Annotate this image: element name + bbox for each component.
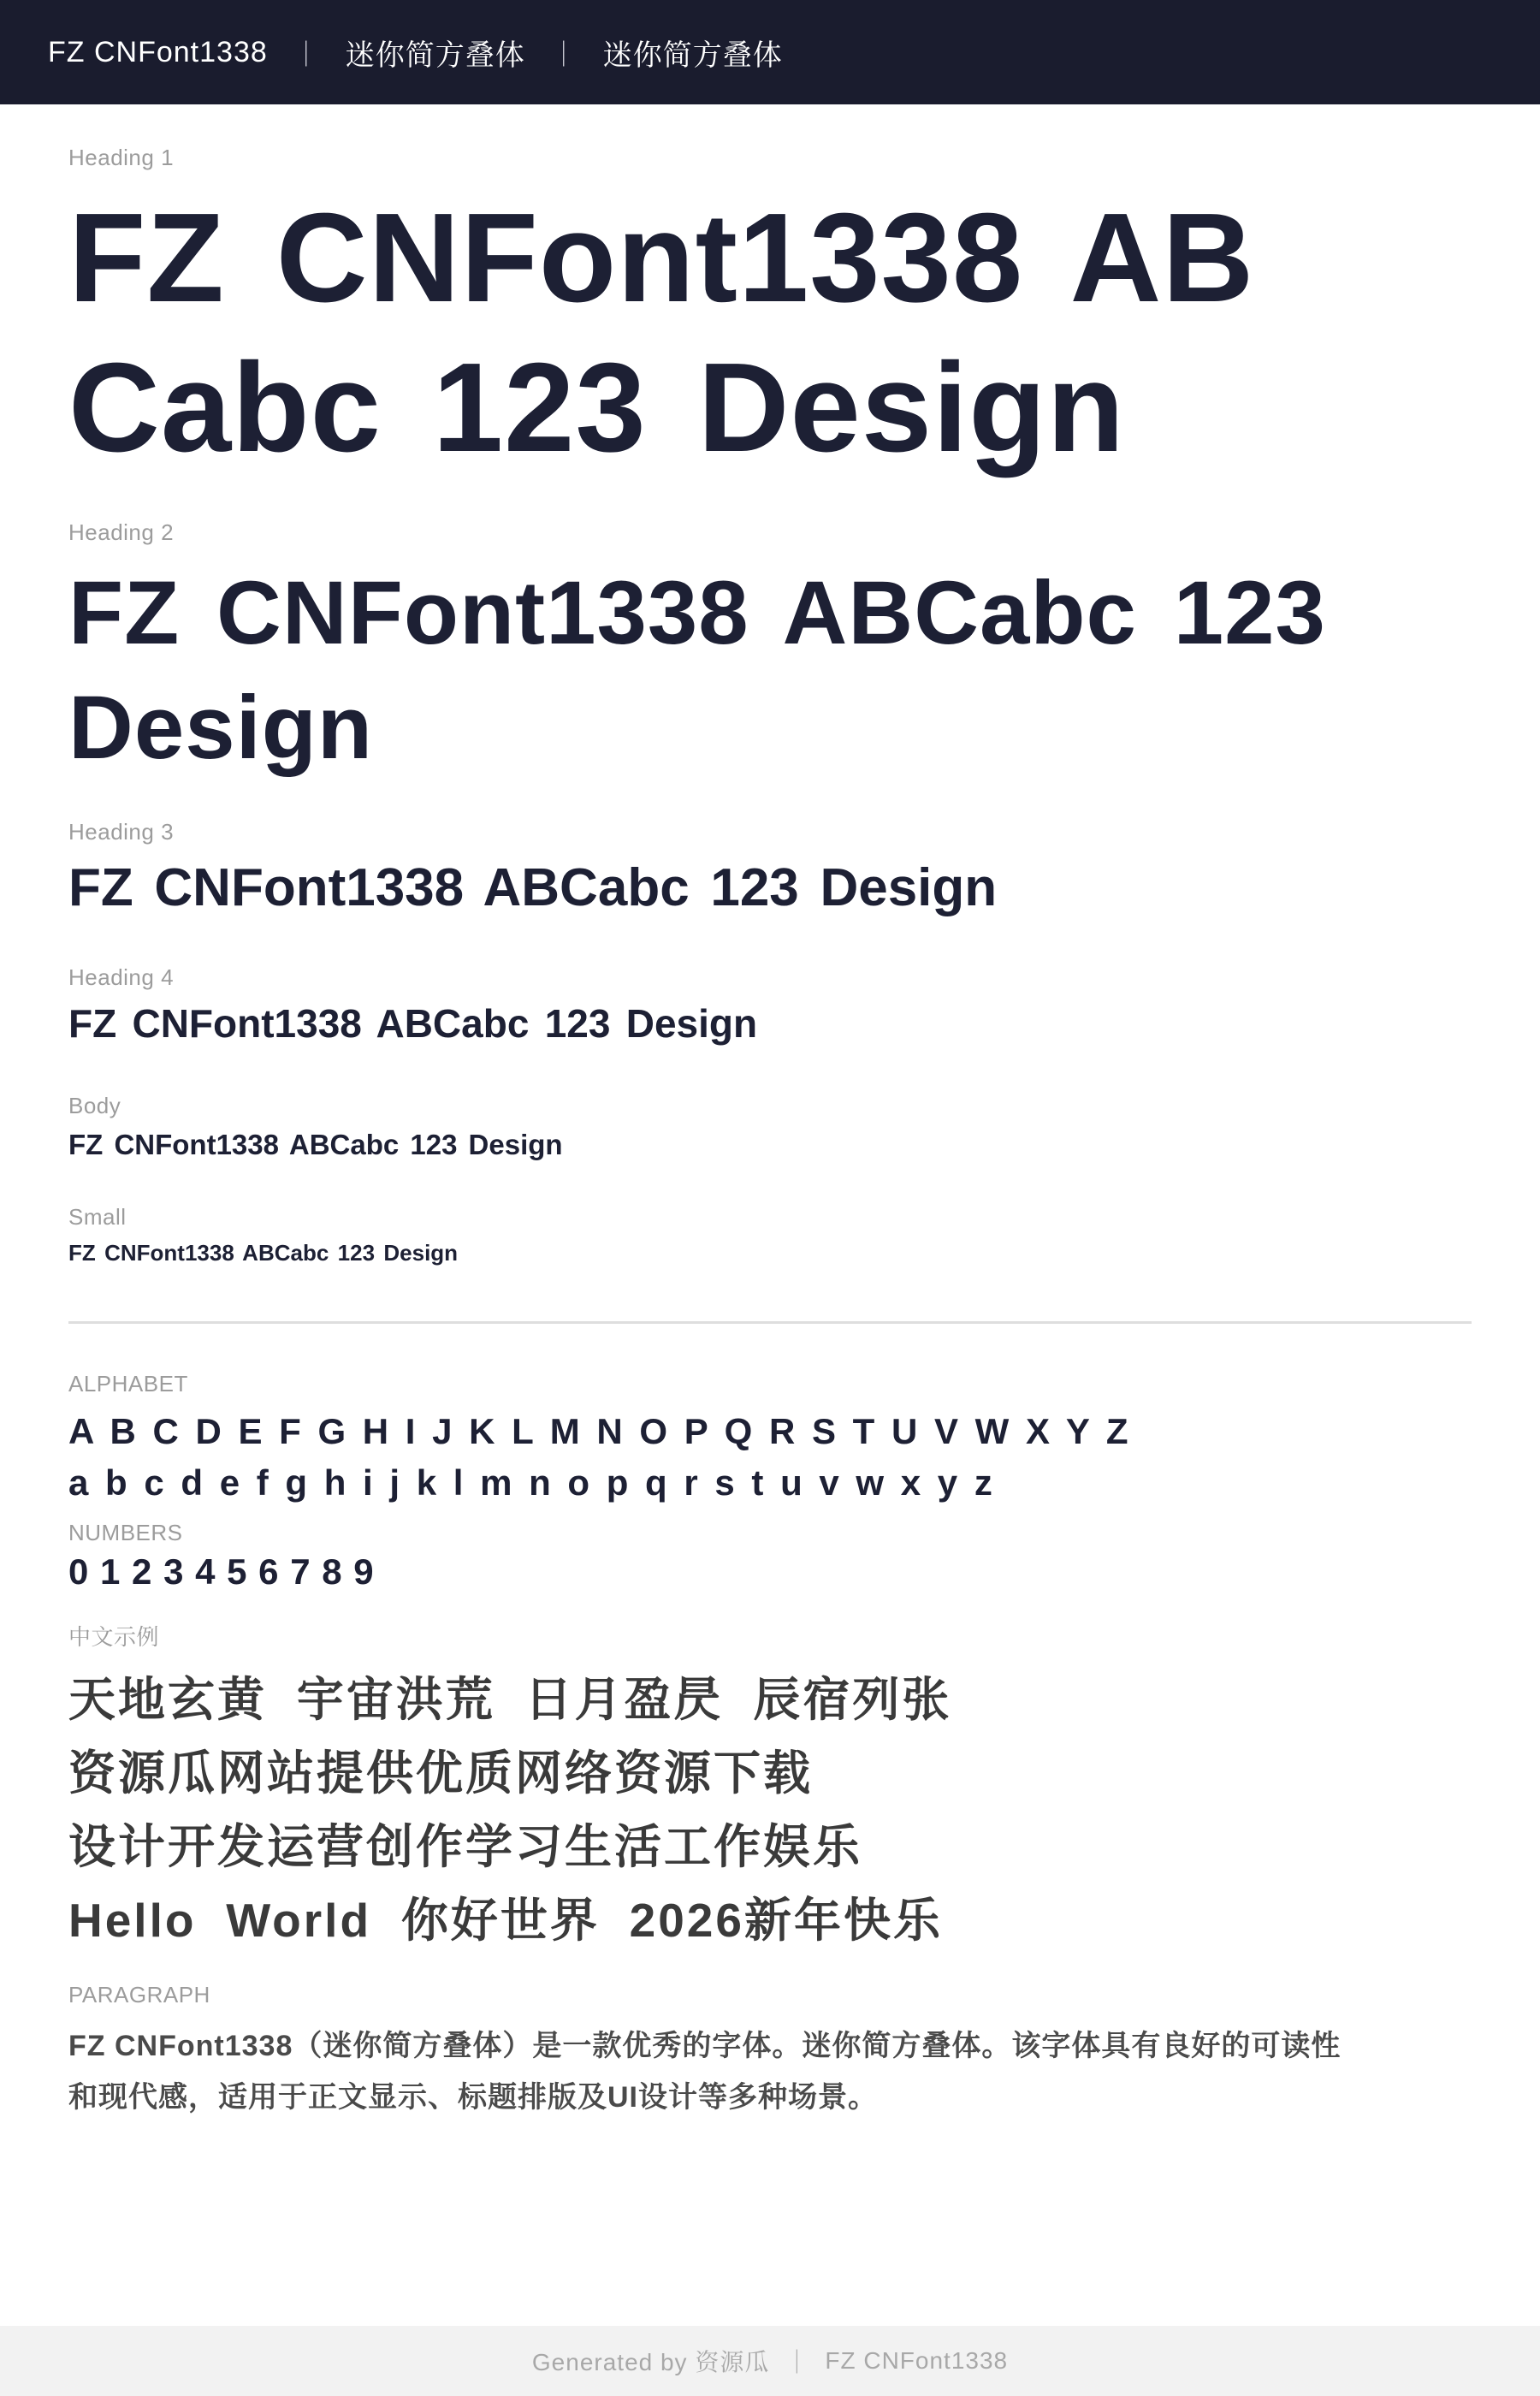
paragraph-text: FZ CNFont1338（迷你简方叠体）是一款优秀的字体。迷你简方叠体。该字体具有良好的可读性和现代感，适用于正文显示、标题排版及UI设计等多种场景。	[68, 2030, 1342, 2114]
paragraph-label: PARAGRAPH	[68, 1982, 210, 2008]
header-separator-1: ｜	[293, 41, 320, 69]
sample-text-heading-4: FZ CNFont1338 ABCabc 123 Design	[68, 1001, 758, 1046]
chinese-sample-label: 中文示例	[68, 1624, 160, 1650]
sample-small	[68, 1203, 1472, 1268]
sample-heading-1	[68, 144, 1472, 483]
header-font-name-cn-2: 迷你简方叠体	[602, 39, 783, 72]
sample-text-heading-2: FZ CNFont1338 ABCabc 123 Design	[68, 563, 1326, 778]
sample-label-body: Body	[68, 1093, 121, 1118]
sample-text-heading-1: FZ CNFont1338 ABCabc 123 Design	[68, 187, 1255, 478]
alphabet-lowercase-row: a b c d e f g h i j k l m n o p q r s t u v w x y z	[68, 1462, 996, 1503]
header-separator-2: ｜	[550, 41, 578, 69]
sample-body	[68, 1092, 1472, 1164]
sample-label-heading-3: Heading 3	[68, 819, 175, 845]
section-divider	[68, 1321, 1472, 1324]
chinese-sample-line: 设计开发运营创作学习生活工作娱乐	[68, 1820, 863, 1873]
header-brand: FZ CNFont1338	[48, 35, 268, 68]
sample-label-heading-1: Heading 1	[68, 145, 175, 170]
footer-separator: ｜	[785, 2349, 810, 2375]
chinese-sample-line: 资源瓜网站提供优质网络资源下载	[68, 1747, 814, 1800]
sample-text-heading-3: FZ CNFont1338 ABCabc 123 Design	[68, 858, 998, 917]
footer-generated-by: Generated by 资源瓜	[531, 2349, 770, 2375]
sample-label-heading-4: Heading 4	[68, 964, 175, 990]
alphabet-section	[68, 1370, 1472, 1598]
sample-label-small: Small	[68, 1204, 127, 1230]
footer-brand: FZ CNFont1338	[825, 2347, 1009, 2374]
header-font-name-cn: 迷你简方叠体	[345, 39, 525, 72]
chinese-sample-line: Hello World 你好世界 2026新年快乐	[68, 1894, 943, 1947]
sample-text-small: FZ CNFont1338 ABCabc 123 Design	[68, 1240, 459, 1266]
paragraph-section	[68, 1981, 1472, 2123]
header-bar	[0, 0, 1540, 104]
chinese-sample-section	[68, 1623, 1472, 1957]
alphabet-uppercase-row: A B C D E F G H I J K L M N O P Q R S T U V W X Y Z	[68, 1411, 1132, 1451]
specimen-content	[0, 144, 1540, 2123]
chinese-sample-lines	[68, 1663, 1472, 1957]
sample-text-body: FZ CNFont1338 ABCabc 123 Design	[68, 1129, 563, 1160]
footer-bar	[0, 2326, 1540, 2396]
sample-heading-2	[68, 519, 1472, 786]
sample-heading-4	[68, 964, 1472, 1049]
sample-heading-3	[68, 818, 1472, 922]
chinese-sample-line: 天地玄黄 宇宙洪荒 日月盈昃 辰宿列张	[68, 1673, 952, 1726]
numbers-row: 0 1 2 3 4 5 6 7 8 9	[68, 1551, 375, 1592]
alphabet-label: ALPHABET	[68, 1371, 188, 1397]
numbers-label: NUMBERS	[68, 1520, 183, 1545]
sample-label-heading-2: Heading 2	[68, 519, 175, 545]
